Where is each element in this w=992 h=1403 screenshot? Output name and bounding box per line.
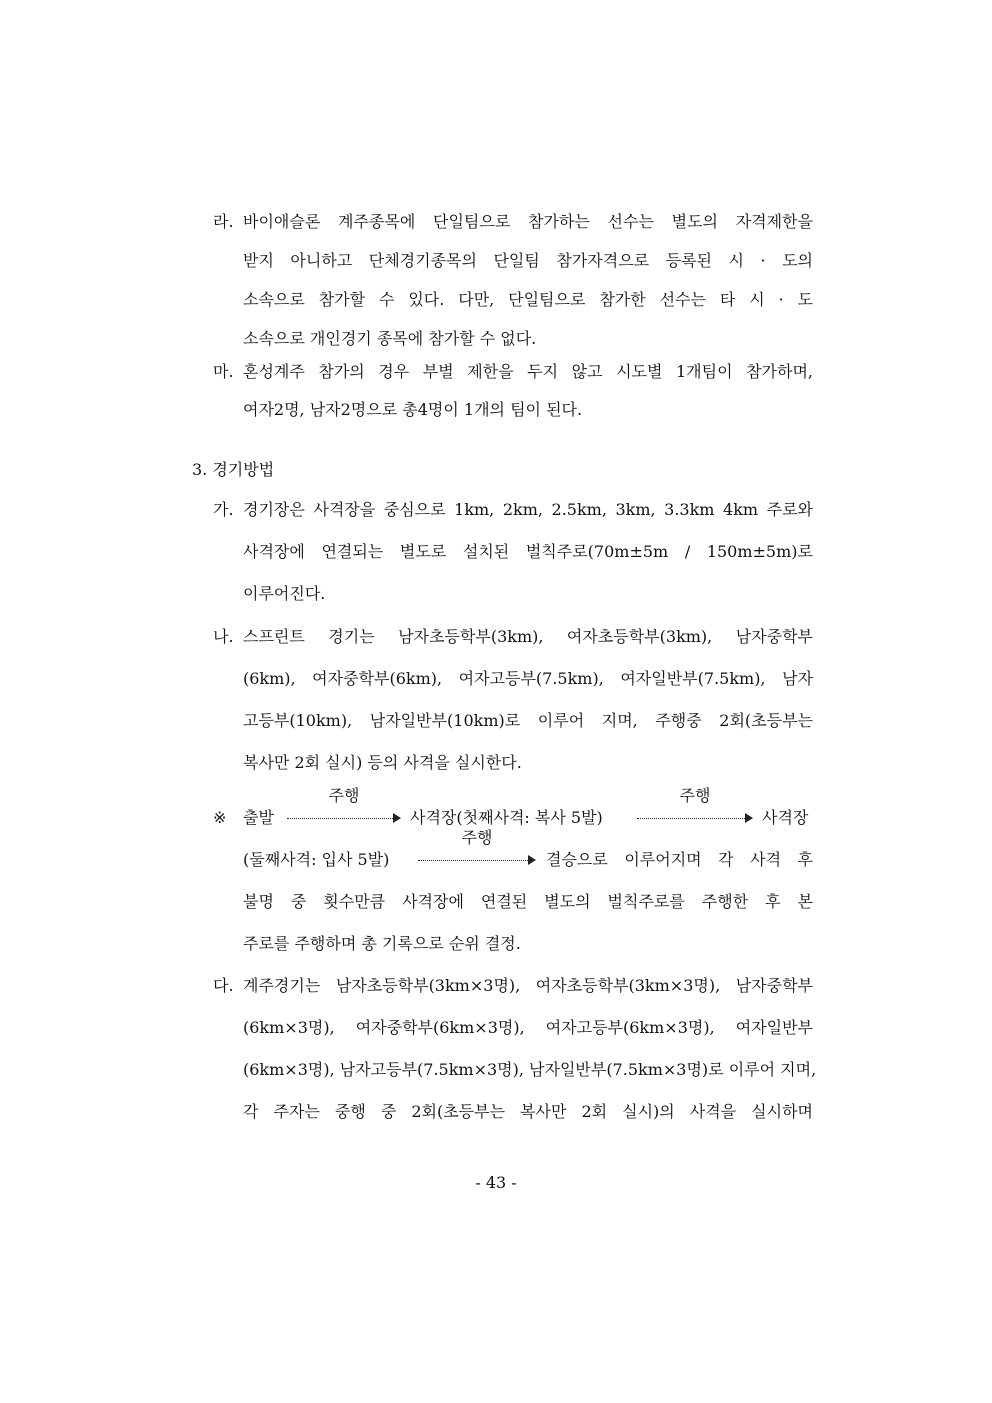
para-line: 소속으로 개인경기 종목에 참가할 수 없다.: [243, 329, 537, 348]
note-symbol: ※: [213, 808, 227, 827]
para-line: 스프린트 경기는 남자초등학부(3km), 여자초등학부(3km), 남자중학부: [243, 627, 813, 646]
para-line: 혼성계주 참가의 경우 부별 제한을 두지 않고 시도별 1개팀이 참가하며,: [243, 362, 813, 381]
item-marker-na: 나.: [213, 627, 234, 646]
para-line: 여자2명, 남자2명으로 총4명이 1개의 팀이 된다.: [243, 400, 583, 419]
para-line: 계주경기는 남자초등학부(3km×3명), 여자초등학부(3km×3명), 남자중학부: [243, 976, 813, 995]
item-marker-ra: 라.: [213, 212, 234, 231]
arrow-label: 주행: [461, 828, 493, 847]
note-range-1: 사격장(첫째사격: 복사 5발): [410, 808, 603, 827]
item-marker-ga: 가.: [213, 500, 234, 519]
para-line: 받지 아니하고 단체경기종목의 단일팀 참가자격으로 등록된 시 · 도의: [243, 251, 813, 270]
note-range-2: 사격장: [762, 808, 809, 827]
para-line: 경기장은 사격장을 중심으로 1km, 2km, 2.5km, 3km, 3.3km 4km 주로와: [243, 500, 813, 519]
para-line: 각 주자는 중행 중 2회(초등부는 복사만 2회 실시)의 사격을 실시하며: [243, 1102, 813, 1121]
dotted-line: [637, 818, 745, 819]
para-line: 소속으로 참가할 수 있다. 다만, 단일팀으로 참가한 선수는 타 시 · 도: [243, 290, 813, 309]
flow-arrow-3: [418, 828, 536, 871]
item-marker-da: 다.: [213, 976, 234, 995]
flow-arrow-2: [637, 786, 753, 829]
arrow-head-icon: [528, 855, 536, 865]
note-range-2-detail: (둘째사격: 입사 5발): [243, 850, 390, 869]
para-line: 바이애슬론 계주종목에 단일팀으로 참가하는 선수는 별도의 자격제한을: [243, 212, 813, 231]
note-start: 출발: [243, 808, 274, 827]
page-number: - 43 -: [475, 1173, 517, 1192]
note-finish: 결승으로 이루어지며 각 사격 후: [546, 850, 813, 869]
para-line: 사격장에 연결되는 별도로 설치된 벌칙주로(70m±5m / 150m±5m)로: [243, 542, 813, 561]
flow-arrow-1: [287, 786, 401, 829]
arrow-label: 주행: [328, 786, 360, 805]
dotted-line: [287, 818, 393, 819]
arrow-head-icon: [745, 813, 753, 823]
arrow-label: 주행: [679, 786, 711, 805]
para-line: 주로를 주행하며 총 기록으로 순위 결정.: [243, 934, 521, 953]
para-line: 이루어진다.: [243, 584, 326, 603]
dotted-line: [418, 860, 528, 861]
arrow-head-icon: [393, 813, 401, 823]
para-line: (6km×3명), 남자고등부(7.5km×3명), 남자일반부(7.5km×3명)로 이루어 지며,: [243, 1060, 817, 1079]
para-line: (6km), 여자중학부(6km), 여자고등부(7.5km), 여자일반부(7.5km), 남자: [243, 669, 813, 688]
para-line: (6km×3명), 여자중학부(6km×3명), 여자고등부(6km×3명), 여자일반부: [243, 1018, 813, 1037]
para-line: 불명 중 횟수만큼 사격장에 연결된 별도의 벌칙주로를 주행한 후 본: [243, 892, 813, 911]
para-line: 복사만 2회 실시) 등의 사격을 실시한다.: [243, 753, 522, 772]
item-marker-ma: 마.: [213, 362, 234, 381]
section-heading: 3. 경기방법: [192, 460, 275, 479]
para-line: 고등부(10km), 남자일반부(10km)로 이루어 지며, 주행중 2회(초등부는: [243, 711, 813, 730]
